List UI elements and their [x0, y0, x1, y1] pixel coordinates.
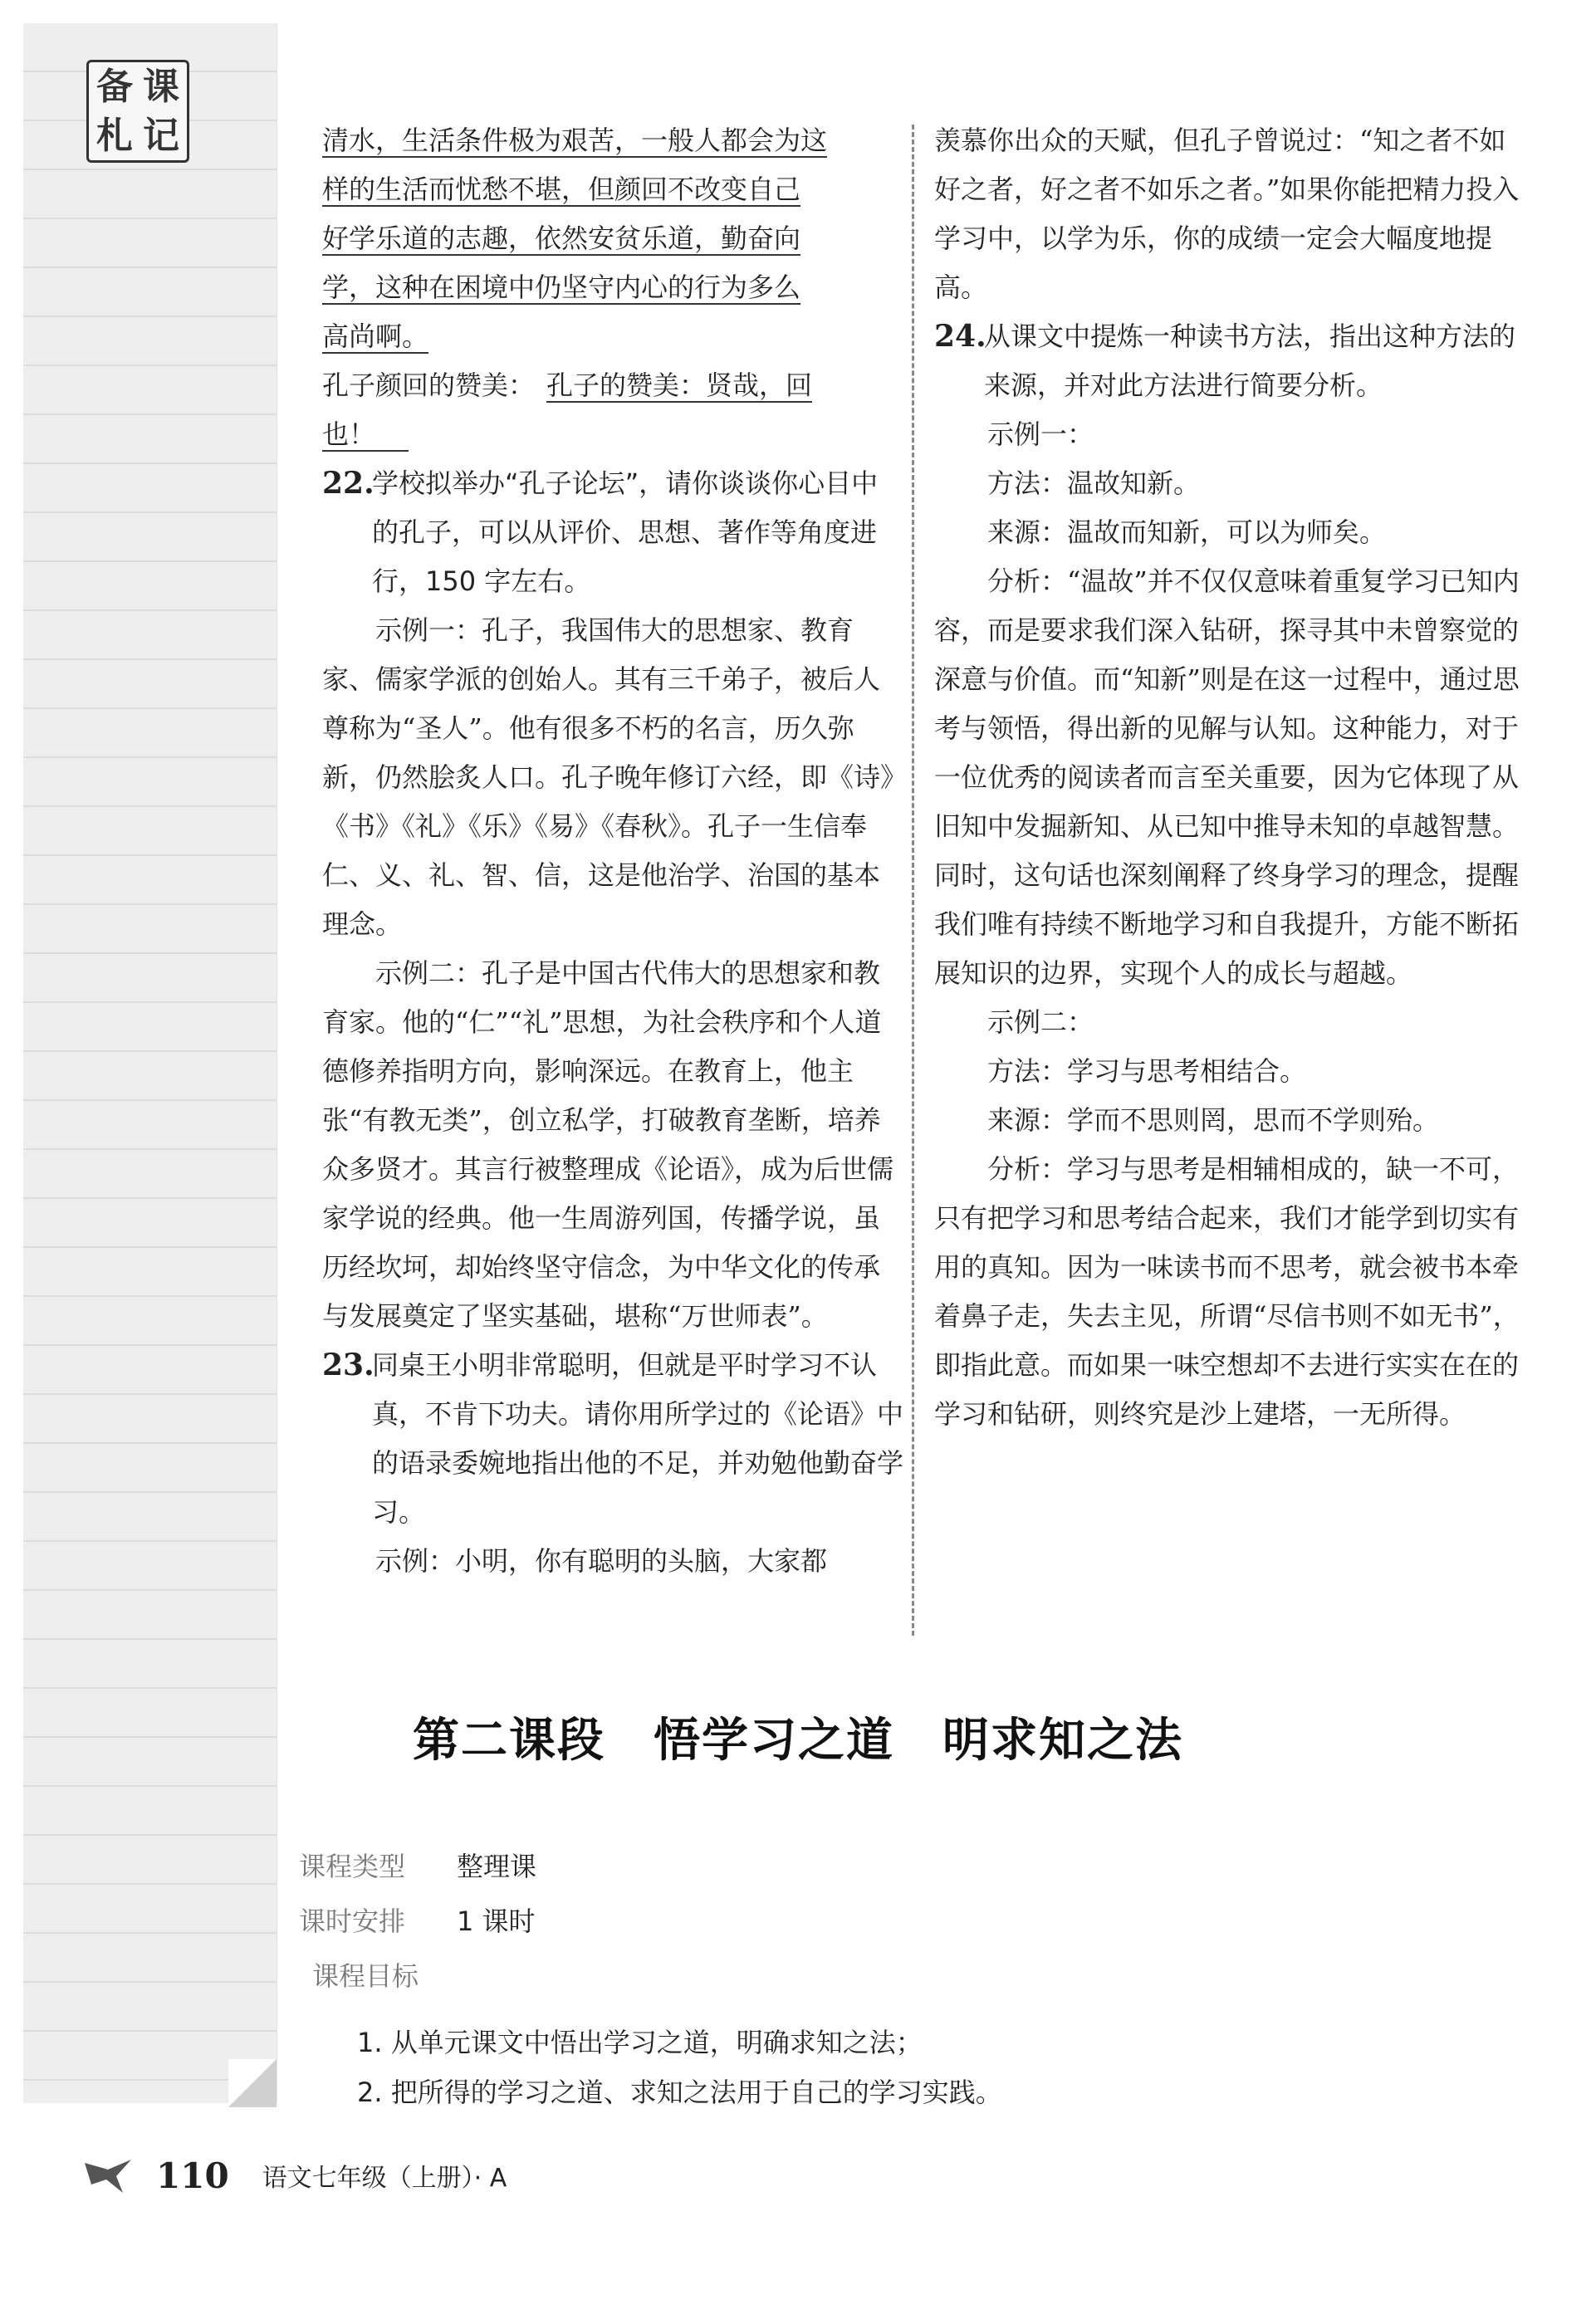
analysis-text: 分析：“温故”并不仅仅意味着重复学习已知内容，而是要求我们深入钻研，探寻其中未曾察觉的深意与价值。而“知新”则是在这一过程中，通过思考与领悟，得出新的见解与认知。这种能力，对于一位优秀的阅读者而言至关重要，因为它体现了从旧知中发掘新知、从已知中推导未知的卓越智慧。同时，这句话也深刻阐释了终身学习的理念，提醒我们唯有持续不断地学习和自我提升，方能不断拓展知识的边界，实现个人的成长与超越。	[934, 565, 1520, 989]
praise-row-cont	[322, 410, 903, 459]
method-line: 方法：学习与思考相结合。	[987, 1055, 1307, 1087]
question-23	[322, 1341, 903, 1537]
praise-answer-cont: 也！	[322, 418, 409, 452]
schedule-value: 1 课时	[457, 1906, 536, 1937]
goal-item: 2. 把所得的学习之道、求知之法用于自己的学习实践。	[357, 2077, 1002, 2108]
section-title: 第二课段 悟学习之道 明求知之法	[413, 1714, 1183, 1768]
stamp-char: 课	[143, 65, 179, 108]
example-label: 示例一：	[987, 418, 1094, 450]
schedule-row	[299, 1894, 536, 1949]
answer-line: 学，这种在困境中仍坚守内心的行为多么	[322, 272, 801, 303]
goal-item: 1. 从单元课文中悟出学习之道，明确求知之法；	[357, 2027, 923, 2058]
analysis-text: 分析：学习与思考是相辅相成的，缺一不可，只有把学习和思考结合起来，我们才能学到切实有用的真知。因为一味读书而不思考，就会被书本牵着鼻子走，失去主见，所谓“尽信书则不如无书”，即指此意。而如果一味空想却不去进行实实在在的学习和钻研，则终究是沙上建塔，一无所得。	[934, 1153, 1520, 1430]
answer-example: 示例一：孔子，我国伟大的思想家、教育家、儒家学派的创始人。其有三千弟子，被后人尊称为“圣人”。他有很多不朽的名言，历久弥新，仍然脍炙人口。孔子晚年修订六经，即《诗》《书》《礼》《乐》《易》《春秋》。孔子一生信奉仁、义、礼、智、信，这是他治学、治国的基本理念。	[322, 614, 894, 940]
question-24	[934, 312, 1532, 410]
goals-label: 课程目标	[312, 1960, 419, 1992]
page-fold-corner	[228, 2059, 277, 2107]
question-text: 学校拟举办“孔子论坛”，请你谈谈你心目中的孔子，可以从评价、思想、著作等角度进行，150 字左右。	[372, 467, 879, 597]
praise-label: 孔子颜回的赞美：	[322, 369, 536, 401]
course-type-value: 整理课	[457, 1851, 537, 1882]
book-title: 语文七年级（上册）· A	[262, 2164, 507, 2193]
stamp-char: 札	[96, 114, 133, 157]
page-number: 110	[156, 2155, 229, 2196]
question-number: 22.	[322, 466, 375, 501]
answer-line: 高尚啊。	[322, 320, 429, 352]
answer-example-cont: 羡慕你出众的天赋，但孔子曾说过：“知之者不如好之者，好之者不如乐之者。”如果你能把精力投入学习中，以学为乐，你的成绩一定会大幅度地提高。	[934, 125, 1520, 303]
footer-ornament-icon	[83, 2155, 141, 2196]
stamp-char: 备	[96, 65, 133, 108]
praise-row	[322, 361, 903, 410]
praise-answer: 孔子的赞美：贤哉，回	[546, 369, 813, 401]
course-type-label: 课程类型	[299, 1851, 406, 1882]
answer-example: 示例二：孔子是中国古代伟大的思想家和教育家。他的“仁”“礼”思想，为社会秩序和个人道德修养指明方向，影响深远。在教育上，他主张“有教无类”，创立私学，打破教育垄断，培养众多贤才。其言行被整理成《论语》，成为后世儒家学说的经典。他一生周游列国，传播学说，虽历经坎坷，却始终坚守信念，为中华文化的传承与发展奠定了坚实基础，堪称“万世师表”。	[322, 957, 894, 1332]
schedule-label: 课时安排	[299, 1906, 406, 1937]
method-line: 方法：温故知新。	[987, 467, 1201, 499]
left-column	[322, 116, 903, 1586]
answer-example: 示例：小明，你有聪明的头脑，大家都	[375, 1545, 828, 1577]
answer-line: 样的生活而忧愁不堪，但颜回不改变自己	[322, 174, 801, 205]
goals-row	[299, 1949, 536, 2003]
question-number: 24.	[934, 319, 986, 354]
question-text: 同桌王小明非常聪明，但就是平时学习不认真，不肯下功夫。请你用所学过的《论语》中的语录委婉地指出他的不足，并劝勉他勤奋学习。	[372, 1349, 904, 1528]
stamp-char: 记	[143, 114, 179, 157]
notes-label-stamp	[86, 60, 189, 163]
page-footer	[83, 2150, 507, 2200]
course-info	[299, 1839, 536, 2003]
course-type-row	[299, 1839, 536, 1894]
question-text: 从课文中提炼一种读书方法，指出这种方法的来源，并对此方法进行简要分析。	[984, 320, 1516, 401]
example-label: 示例二：	[987, 1006, 1094, 1038]
source-line: 来源：学而不思则罔，思而不学则殆。	[987, 1104, 1440, 1136]
answer-line: 清水，生活条件极为艰苦，一般人都会为这	[322, 125, 828, 156]
question-22	[322, 459, 903, 606]
notes-sidebar	[23, 23, 277, 2103]
column-divider	[912, 125, 914, 1636]
question-number: 23.	[322, 1348, 375, 1382]
goals-list	[357, 2018, 1002, 2117]
right-column	[934, 116, 1532, 1439]
source-line: 来源：温故而知新，可以为师矣。	[987, 516, 1387, 548]
answer-line: 好学乐道的志趣，依然安贫乐道，勤奋向	[322, 223, 801, 254]
